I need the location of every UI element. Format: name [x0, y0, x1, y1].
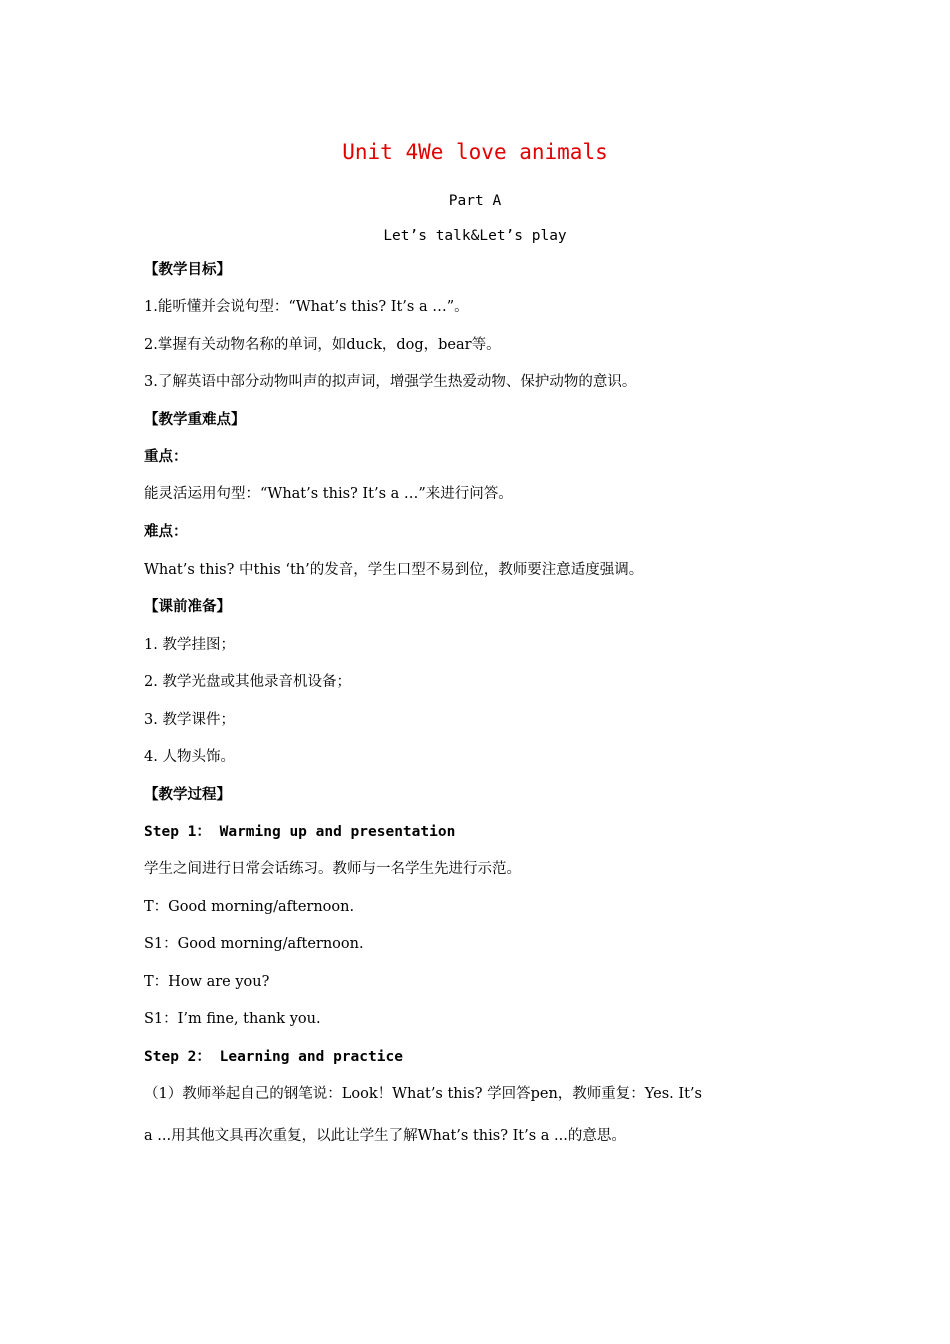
step1-intro: 学生之间进行日常会话练习。教师与一名学生先进行示范。: [144, 861, 521, 877]
process-heading: 【教学过程】: [144, 786, 231, 803]
dialogue-line: S1：I’m fine, thank you.: [144, 1011, 321, 1027]
difficulty-text: What’s this? 中this ‘th’的发音，学生口型不易到位，教师要注意适度强调。: [144, 562, 644, 578]
dialogue-line: T：Good morning/afternoon.: [144, 899, 355, 915]
step2-paragraph-line1: （1）教师举起自己的钢笔说：Look！What’s this? 学回答pen，教师重复：Yes. It’s: [144, 1086, 702, 1102]
preparation-item: 2. 教学光盘或其他录音机设备；: [144, 674, 351, 690]
focus-text: 能灵活运用句型：“What’s this? It’s a …”来进行问答。: [144, 486, 513, 502]
objective-item: 3.了解英语中部分动物叫声的拟声词，增强学生热爱动物、保护动物的意识。: [144, 374, 637, 390]
dialogue-line: T：How are you?: [144, 974, 270, 990]
step2-paragraph-line2: a ...用其他文具再次重复，以此让学生了解What’s this? It’s a ...的意思。: [144, 1128, 626, 1144]
step2-title: Step 2： Learning and practice: [144, 1049, 403, 1065]
preparation-item: 4. 人物头饰。: [144, 749, 235, 765]
preparation-item: 3. 教学课件；: [144, 712, 235, 728]
objective-item: 1.能听懂并会说句型：“What’s this? It’s a …”。: [144, 299, 469, 315]
dialogue-line: S1：Good morning/afternoon.: [144, 936, 364, 952]
lesson-subtitle: Let’s talk&Let’s play: [383, 228, 567, 244]
focus-label: 重点：: [144, 448, 188, 465]
step1-title: Step 1： Warming up and presentation: [144, 824, 456, 840]
page-title: Unit 4We love animals: [342, 140, 608, 164]
preparation-heading: 【课前准备】: [144, 598, 231, 615]
preparation-item: 1. 教学挂图；: [144, 637, 235, 653]
objectives-heading: 【教学目标】: [144, 261, 231, 278]
objective-item: 2.掌握有关动物名称的单词，如duck，dog，bear等。: [144, 337, 501, 353]
part-label: Part A: [448, 193, 502, 209]
difficulty-label: 难点：: [144, 523, 188, 540]
key-points-heading: 【教学重难点】: [144, 411, 246, 428]
